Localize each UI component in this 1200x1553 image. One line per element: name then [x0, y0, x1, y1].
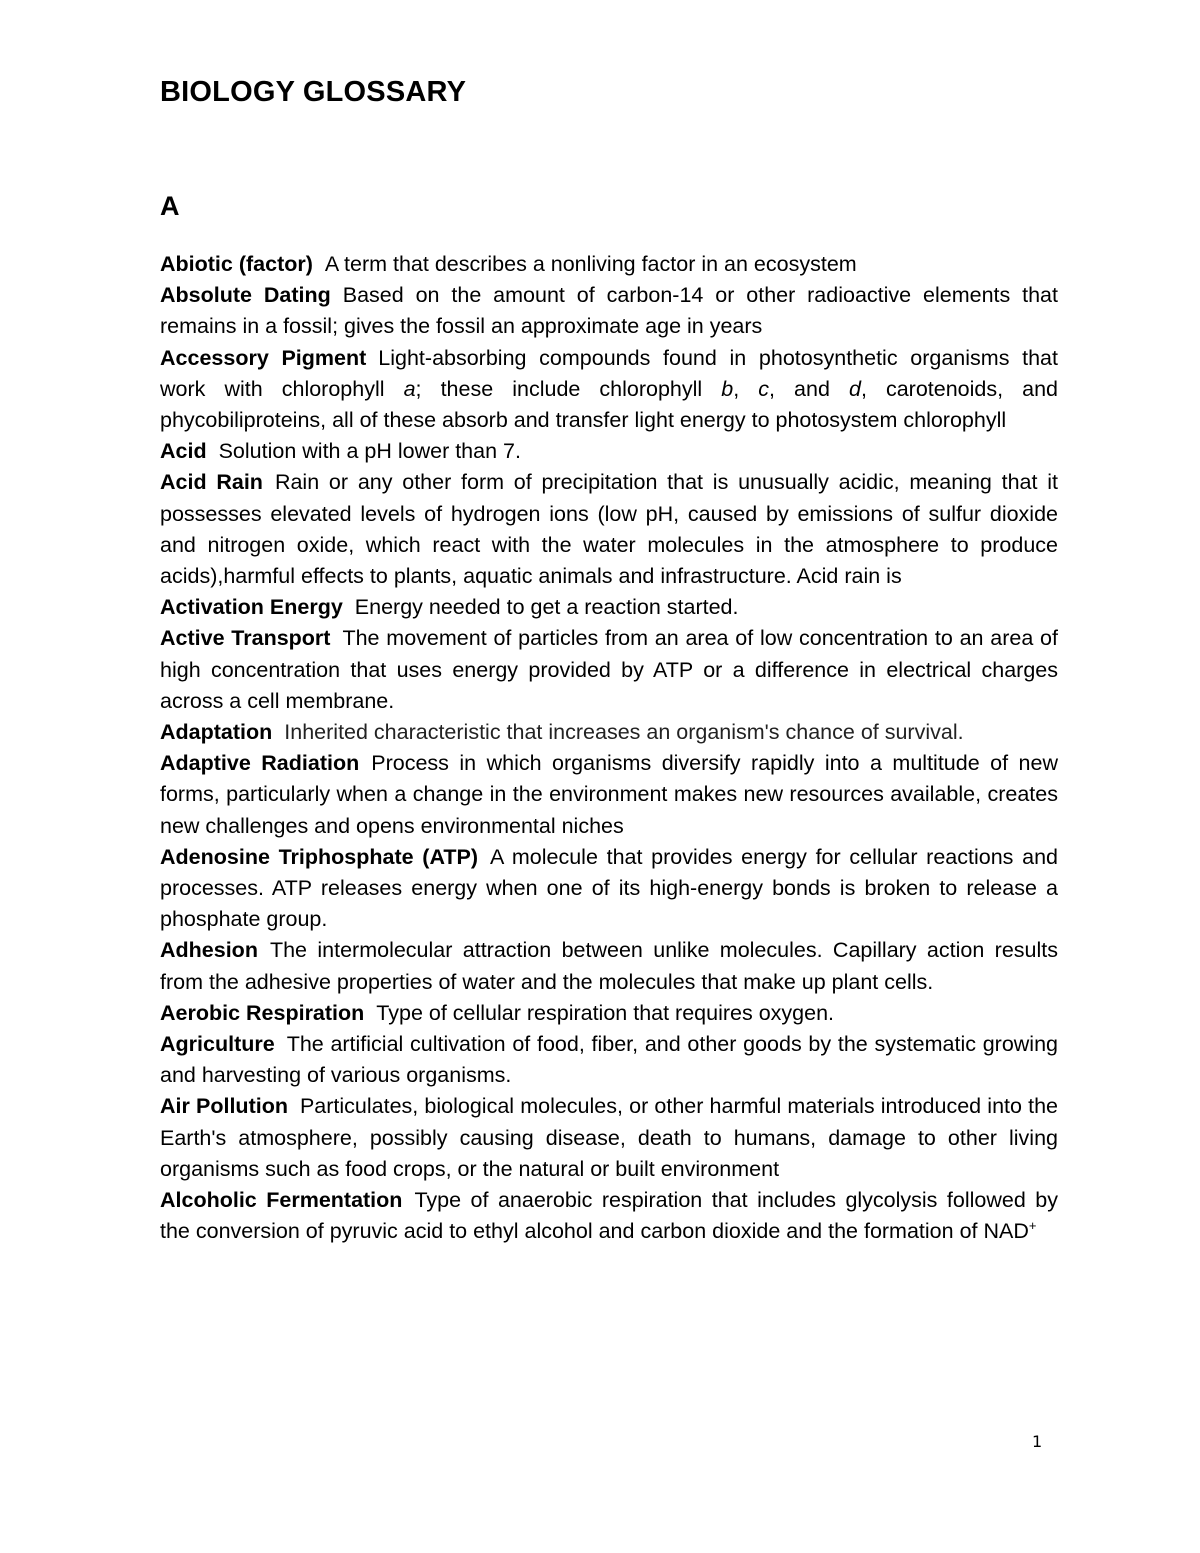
glossary-term: Acid [160, 439, 207, 464]
glossary-entry [160, 436, 1058, 467]
glossary-definition: Process in which organisms diversify rapidly into a multitude of new forms, particularly when a change in the environment makes new resources available, creates new challenges and opens environmental niches [160, 751, 1058, 838]
italic-letter: b [721, 376, 734, 401]
section-letter-heading: A [160, 191, 180, 221]
glossary-definition: The intermolecular attraction between unlike molecules. Capillary action results from the adhesive properties of water and the molecules that make up plant cells. [160, 938, 1058, 994]
glossary-definition: Light-absorbing compounds found in photosynthetic organisms that work with chlorophyll a; these include chlorophyll b, c, and d, carotenoids, and phycobiliproteins, all of these absorb and transfer light energy to photosystem chlorophyll [160, 345, 1059, 433]
glossary-definition: The artificial cultivation of food, fiber, and other goods by the systematic growing and harvesting of various organisms. [160, 1032, 1058, 1088]
glossary-term: Adenosine Triphosphate (ATP) [160, 844, 479, 869]
glossary-term: Aerobic Respiration [160, 1000, 365, 1025]
glossary-term: Active Transport [160, 626, 331, 651]
italic-letter: a [403, 376, 416, 401]
page-number: 1 [1032, 1432, 1043, 1451]
glossary-term: Air Pollution [160, 1094, 288, 1119]
document-title: BIOLOGY GLOSSARY [160, 76, 467, 108]
glossary-term: Adhesion [160, 938, 258, 963]
glossary-definition: Rain or any other form of precipitation that is unusually acidic, meaning that it possesses elevated levels of hydrogen ions (low pH, caused by emissions of sulfur dioxide and nitrogen oxide, which react with the water molecules in the atmosphere to produce acids),harmful effects to plants, aquatic animals and infrastructure. Acid rain is [160, 470, 1058, 589]
glossary-entry [160, 592, 1058, 623]
glossary-entry [160, 1185, 1058, 1247]
glossary-definition: Based on the amount of carbon-14 or other radioactive elements that remains in a fossil; gives the fossil an approximate age in years [160, 283, 1058, 339]
glossary-definition: Particulates, biological molecules, or other harmful materials introduced into the Earth's atmosphere, possibly causing disease, death to humans, damage to other living organisms such as food crops, or the natural or built environment [160, 1094, 1058, 1181]
glossary-term: Alcoholic Fermentation [160, 1188, 403, 1213]
glossary-entry [160, 249, 1058, 280]
glossary-entry [160, 748, 1058, 842]
glossary-term: Activation Energy [160, 595, 343, 620]
glossary-term: Acid Rain [160, 470, 263, 495]
glossary-term: Adaptation [160, 720, 273, 745]
glossary-entry [160, 1091, 1058, 1185]
glossary-entry [160, 623, 1058, 717]
glossary-term: Agriculture [160, 1032, 275, 1057]
glossary-definition: Type of anaerobic respiration that includes glycolysis followed by the conversion of pyruvic acid to ethyl alcohol and carbon dioxide and the formation of NAD+ [160, 1188, 1058, 1244]
glossary-term: Abiotic (factor) [160, 252, 313, 276]
glossary-entry [160, 1029, 1058, 1091]
glossary-definition: Energy needed to get a reaction started. [354, 595, 739, 620]
glossary-entry-list [160, 249, 1058, 1248]
glossary-entry [160, 467, 1058, 592]
glossary-entry [160, 998, 1058, 1029]
glossary-term: Accessory Pigment [160, 345, 367, 370]
italic-letter: c [758, 376, 769, 401]
superscript-plus: + [1028, 1218, 1037, 1234]
glossary-entry [160, 935, 1058, 997]
glossary-definition: The movement of particles from an area of low concentration to an area of high concentration that uses energy provided by ATP or a difference in electrical charges across a cell membrane. [160, 626, 1058, 713]
glossary-entry [160, 343, 1058, 437]
glossary-definition: Type of cellular respiration that requires oxygen. [376, 1000, 835, 1025]
glossary-term: Adaptive Radiation [160, 751, 360, 776]
glossary-definition: A term that describes a nonliving factor in an ecosystem [324, 252, 857, 276]
glossary-entry [160, 717, 1058, 748]
italic-letter: d [848, 376, 861, 401]
glossary-definition: A molecule that provides energy for cellular reactions and processes. ATP releases energy when one of its high-energy bonds is broken to release a phosphate group. [160, 844, 1058, 932]
glossary-definition: Inherited characteristic that increases an organism's chance of survival. [284, 720, 964, 745]
glossary-entry [160, 842, 1058, 936]
glossary-term: Absolute Dating [160, 283, 331, 308]
glossary-entry [160, 280, 1058, 342]
glossary-definition: Solution with a pH lower than 7. [218, 439, 521, 464]
